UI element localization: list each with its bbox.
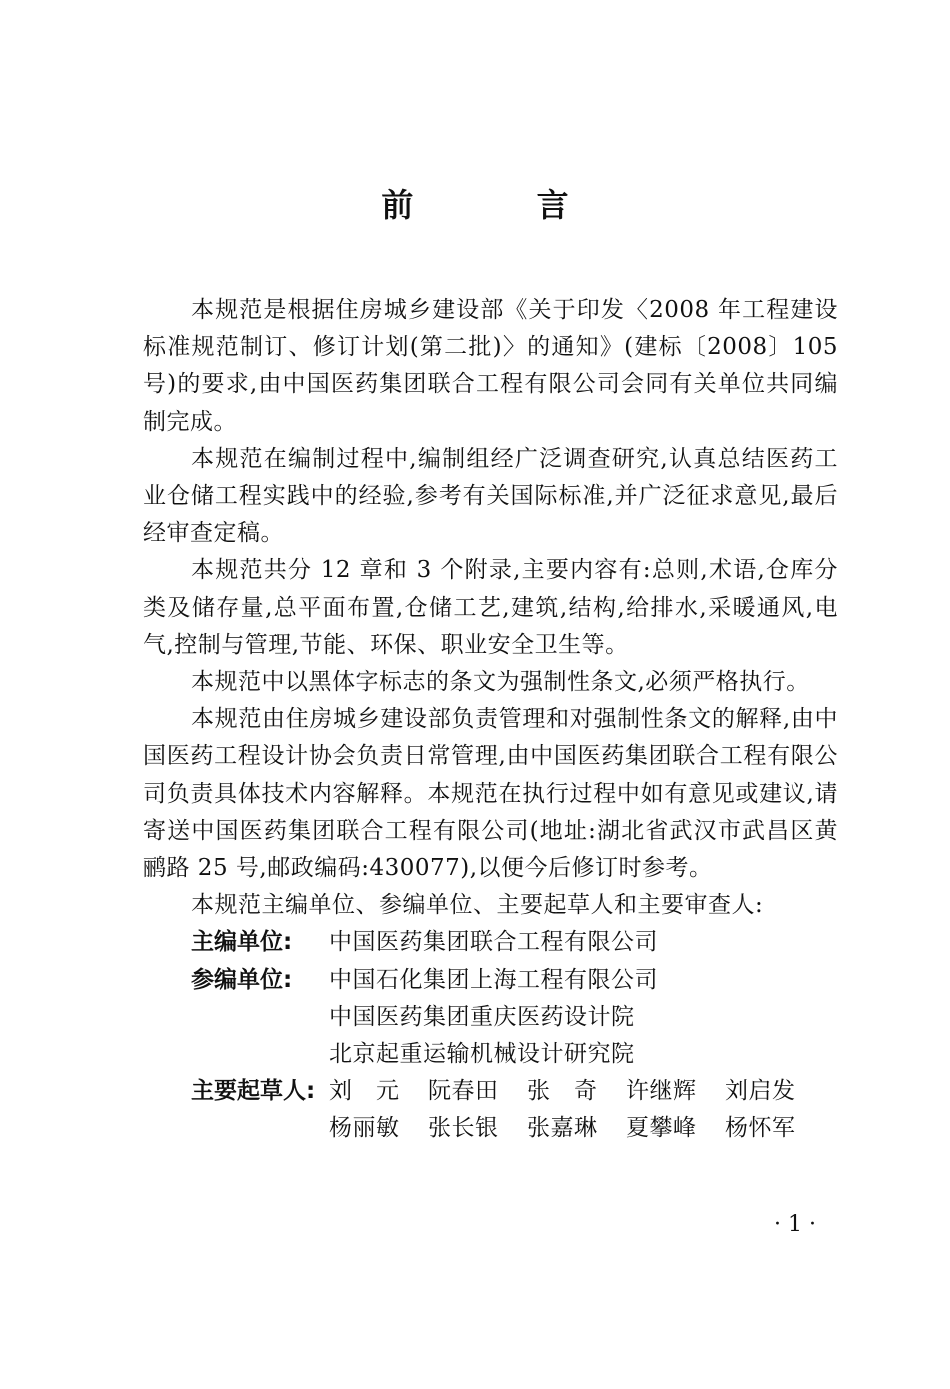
paragraph-process: 本规范在编制过程中,编制组经广泛调查研究,认真总结医药工业仓储工程实践中的经验,参考有关国际标准,并广泛征求意见,最后经审查定稿。 [143, 445, 838, 547]
drafters-names-2 [329, 1110, 838, 1147]
participating-unit-2: 中国医药集团重庆医药设计院 [329, 1003, 635, 1030]
participating-unit-1: 中国石化集团上海工程有限公司 [329, 966, 658, 993]
page-number: · 1 · [774, 1212, 816, 1237]
drafter-name: 刘启发 [725, 1078, 796, 1105]
page-title: 前 言 [381, 186, 625, 224]
preface-body [143, 292, 838, 1148]
drafter-name: 张长银 [428, 1115, 499, 1142]
participating-unit-3: 北京起重运输机械设计研究院 [329, 1041, 635, 1068]
drafter-name: 杨丽敏 [329, 1115, 400, 1142]
chief-unit-row [191, 924, 838, 961]
drafter-name: 许继辉 [626, 1078, 697, 1105]
drafters-names-1 [329, 1073, 838, 1110]
drafter-name: 杨怀军 [725, 1115, 796, 1142]
paragraph-contents: 本规范共分 12 章和 3 个附录,主要内容有:总则,术语,仓库分类及储存量,总平面布置,仓储工艺,建筑,结构,给排水,采暖通风,电气,控制与管理,节能、环保、职业安全卫生等。 [143, 557, 838, 658]
participating-unit-row [191, 962, 838, 999]
paragraph-management: 本规范由住房城乡建设部负责管理和对强制性条文的解释,由中国医药工程设计协会负责日常管理,由中国医药集团联合工程有限公司负责具体技术内容解释。本规范在执行过程中如有意见或建议,请寄送中国医药集团联合工程有限公司(地址:湖北省武汉市武昌区黄鹂路 25 号,邮政编码:430077),以便今后修订时参考。 [143, 706, 838, 882]
drafter-name: 阮春田 [428, 1078, 499, 1105]
participating-units-label: 参编单位: [191, 966, 293, 993]
drafter-name: 张嘉琳 [527, 1115, 598, 1142]
paragraph-mandatory: 本规范中以黑体字标志的条文为强制性条文,必须严格执行。 [191, 669, 810, 696]
chief-unit-label: 主编单位: [191, 929, 293, 956]
drafters-label: 主要起草人: [191, 1078, 316, 1105]
paragraph-basis: 本规范是根据住房城乡建设部《关于印发〈2008 年工程建设标准规范制订、修订计划(第二批)〉的通知》(建标〔2008〕105 号)的要求,由中国医药集团联合工程有限公司会同有关单位共同编制完成。 [143, 297, 838, 435]
paragraph-units-intro: 本规范主编单位、参编单位、主要起草人和主要审查人: [191, 892, 764, 919]
drafter-name: 张 奇 [527, 1078, 598, 1105]
drafter-name: 夏攀峰 [626, 1115, 697, 1142]
drafter-name: 刘 元 [329, 1078, 400, 1105]
chief-unit-value: 中国医药集团联合工程有限公司 [329, 929, 658, 956]
drafters-row [191, 1073, 838, 1110]
